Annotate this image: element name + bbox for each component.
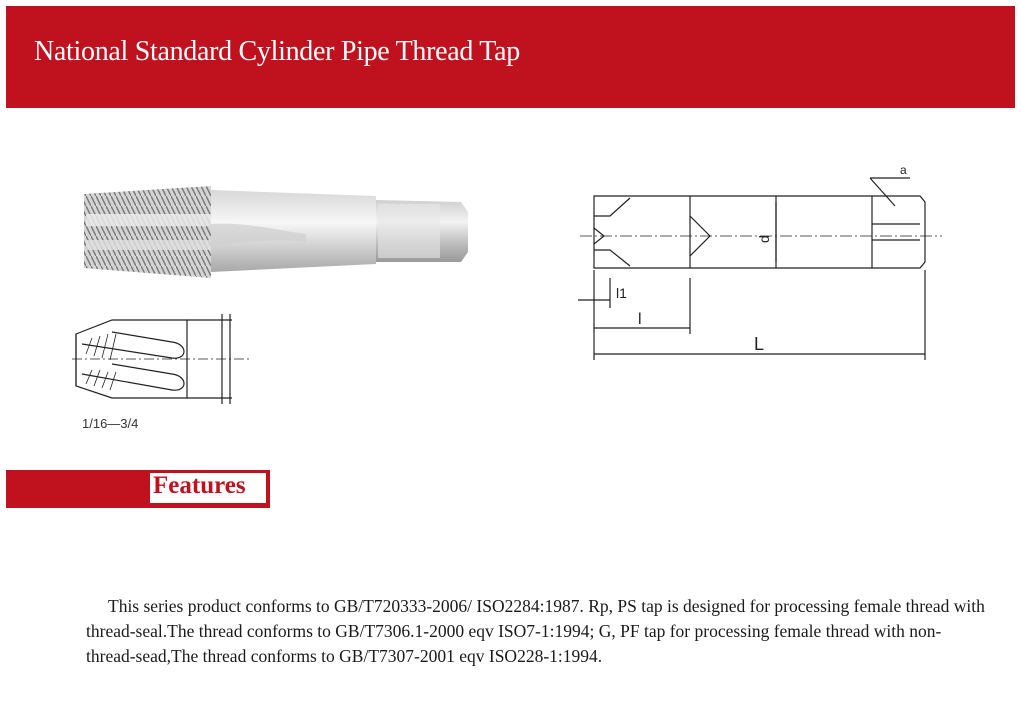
tap-product-image bbox=[76, 176, 468, 286]
label-a: a bbox=[900, 163, 907, 177]
label-l1: l1 bbox=[616, 285, 627, 301]
page-title: National Standard Cylinder Pipe Thread Tap bbox=[34, 36, 520, 67]
features-heading: Features bbox=[153, 472, 246, 499]
label-l: l bbox=[638, 311, 642, 328]
size-range-label: 1/16—3/4 bbox=[82, 416, 139, 431]
features-description: This series product conforms to GB/T720333-2006/ ISO2284:1987. Rp, PS tap is designed for processing female thread with thread-seal.The thread conforms to GB/T7306.1-2000 eqv ISO7-1:1994; G, PF tap for processing female thread with non-thread-sead,The thread conforms to GB/T7307-2001 eqv ISO228-1:1994. bbox=[86, 596, 985, 666]
label-L: L bbox=[754, 334, 765, 354]
tap-dimension-drawing bbox=[570, 158, 950, 368]
thread-section-drawing bbox=[72, 314, 252, 404]
label-d: d bbox=[756, 235, 772, 243]
